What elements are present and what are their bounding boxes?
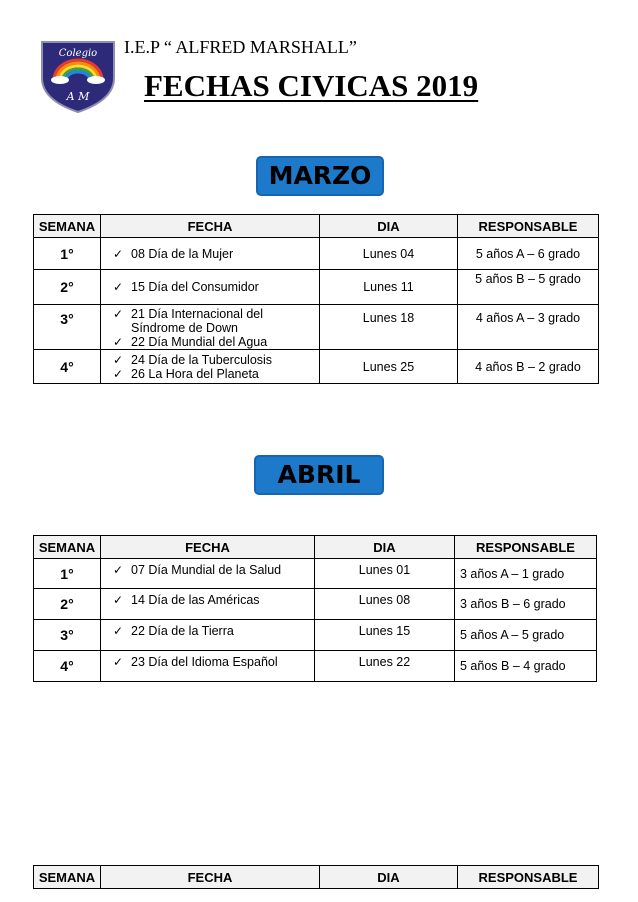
checkmark-icon: ✓ [113,335,124,349]
fecha-cell [101,589,315,620]
table-header-row [34,866,599,889]
semana-cell: 1° [34,238,101,270]
dia-cell: Lunes 25 [320,350,458,384]
fecha-item: 14 Día de las Américas [131,593,260,607]
school-logo [38,38,118,114]
month-label-marzo: MARZO [256,156,384,196]
column-header-responsable: RESPONSABLE [455,536,597,559]
checkmark-icon: ✓ [113,655,124,669]
responsable-cell: 5 años A – 6 grado [458,238,599,270]
dia-cell: Lunes 15 [315,620,455,651]
responsable-cell: 5 años A – 5 grado [455,620,597,651]
responsable-cell: 3 años A – 1 grado [455,559,597,589]
marzo-table [33,214,599,384]
column-header-semana: SEMANA [34,215,101,238]
dia-cell: Lunes 11 [320,270,458,305]
fecha-cell [101,305,320,350]
logo-text-bottom: A M [66,90,90,103]
fecha-item: 24 Día de la Tuberculosis [131,352,273,367]
fecha-cell [101,559,315,589]
semana-cell: 1° [34,559,101,589]
checkmark-icon: ✓ [113,352,124,367]
semana-cell: 3° [34,620,101,651]
checkmark-icon: ✓ [113,246,124,261]
fecha-cell [101,270,320,305]
table-row [34,559,597,589]
checkmark-icon: ✓ [113,624,124,638]
abril-table [33,535,597,682]
semana-cell: 2° [34,589,101,620]
document-title: FECHAS CIVICAS 2019 [144,68,479,103]
column-header-semana: SEMANA [34,536,101,559]
mayo-table [33,865,599,889]
fecha-cell [101,620,315,651]
fecha-cell [101,350,320,384]
table-row [34,620,597,651]
fecha-item: 07 Día Mundial de la Salud [131,563,282,577]
responsable-cell: 5 años B – 4 grado [455,651,597,682]
semana-cell: 3° [34,305,101,350]
fecha-cell [101,651,315,682]
semana-cell: 4° [34,350,101,384]
month-label-abril: ABRIL [254,455,384,495]
checkmark-icon: ✓ [113,563,124,577]
column-header-fecha: FECHA [101,866,320,889]
column-header-responsable: RESPONSABLE [458,215,599,238]
fecha-item: 08 Día de la Mujer [131,246,234,261]
column-header-dia: DIA [315,536,455,559]
dia-cell: Lunes 01 [315,559,455,589]
column-header-responsable: RESPONSABLE [458,866,599,889]
dia-cell: Lunes 04 [320,238,458,270]
table-row [34,270,599,305]
table-row [34,651,597,682]
checkmark-icon: ✓ [113,366,124,381]
checkmark-icon: ✓ [113,307,124,321]
fecha-item: 21 Día Internacional del Síndrome de Down [131,307,264,335]
checkmark-icon: ✓ [113,593,124,607]
fecha-item: 26 La Hora del Planeta [131,366,259,381]
column-header-dia: DIA [320,866,458,889]
fecha-item: 15 Día del Consumidor [131,280,259,294]
table-row [34,350,599,384]
responsable-cell: 4 años B – 2 grado [458,350,599,384]
dia-cell: Lunes 18 [320,305,458,350]
fecha-cell [101,238,320,270]
checkmark-icon: ✓ [113,280,124,294]
dia-cell: Lunes 08 [315,589,455,620]
column-header-fecha: FECHA [101,536,315,559]
school-name: I.E.P “ ALFRED MARSHALL” [124,37,357,57]
column-header-fecha: FECHA [101,215,320,238]
table-header-row [34,215,599,238]
responsable-cell: 4 años A – 3 grado [458,305,599,350]
semana-cell: 2° [34,270,101,305]
responsable-cell: 3 años B – 6 grado [455,589,597,620]
logo-text-top: Colegio [58,48,98,59]
semana-cell: 4° [34,651,101,682]
responsable-cell: 5 años B – 5 grado [458,270,599,305]
table-row [34,589,597,620]
fecha-item: 22 Día de la Tierra [131,624,234,638]
table-row [34,305,599,350]
column-header-semana: SEMANA [34,866,101,889]
table-row [34,238,599,270]
table-header-row [34,536,597,559]
fecha-item: 23 Día del Idioma Español [131,655,278,669]
dia-cell: Lunes 22 [315,651,455,682]
column-header-dia: DIA [320,215,458,238]
fecha-item: 22 Día Mundial del Agua [131,335,268,349]
